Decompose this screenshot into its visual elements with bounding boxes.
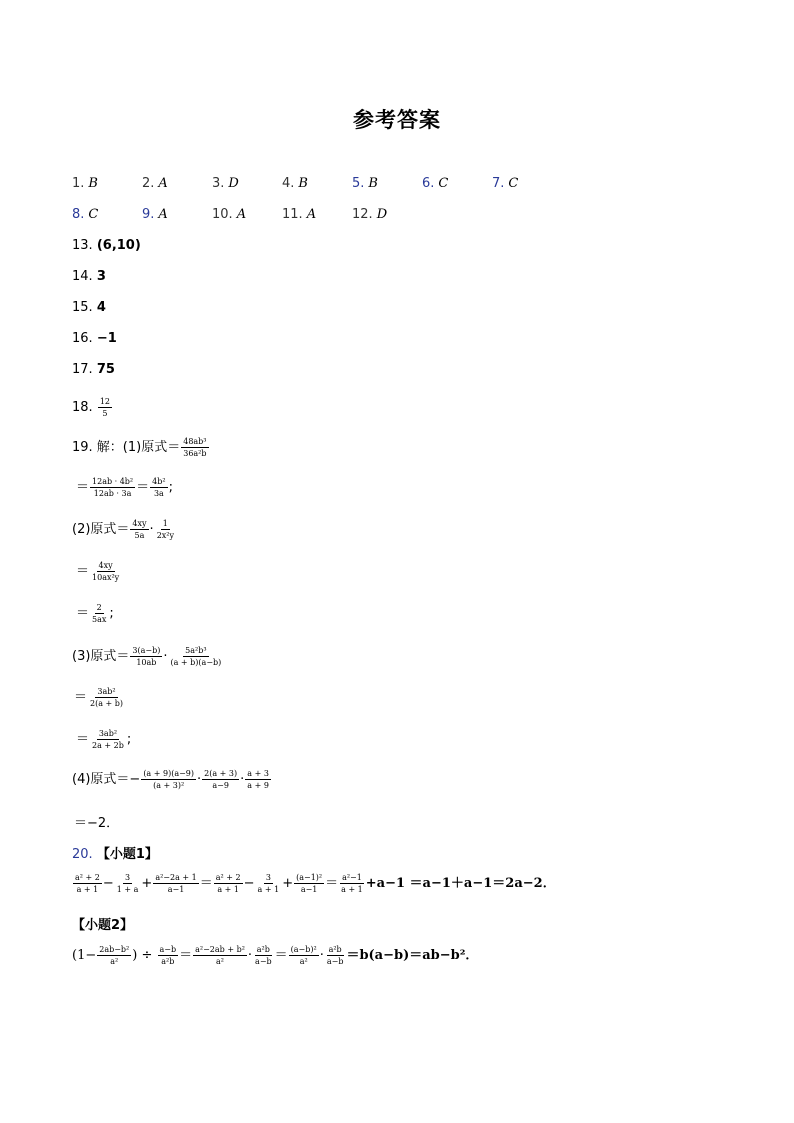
q19-part3-result: ＝ $\frac{\text{3ab²}}{2a + 2b}$ ; xyxy=(76,729,132,750)
choice-answer-4: 4. B xyxy=(282,176,308,191)
q19-part3-step: ＝ $\frac{\text{3ab²}}{2(a + b)}$ xyxy=(74,687,124,708)
q19-part1: 19. 解：(1)原式＝ $\frac{\text{48ab³}}{\text{36a²b}}$ xyxy=(72,437,207,458)
choice-answer-10: 10. A xyxy=(212,207,247,222)
q19-part2-result: ＝ $\frac{2}{5ax}$ ; xyxy=(76,603,114,624)
choice-answer-3: 3. D xyxy=(212,176,239,191)
choice-answer-12: 12. D xyxy=(352,207,388,222)
q20-sub2-heading: 【小题2】 xyxy=(72,918,134,933)
q19-part4-result: ＝−2． xyxy=(74,816,120,831)
choice-answer-5: 5. B xyxy=(352,176,378,191)
q20-heading: 20. 【小题1】 xyxy=(72,847,158,862)
choice-answer-2: 2. A xyxy=(142,176,168,191)
answer-14: 14. 3 xyxy=(72,269,106,284)
answer-16: 16. −1 xyxy=(72,331,117,346)
q19-part2-step: ＝ $\frac{4xy}{\text{10ax²y}}$ xyxy=(76,561,120,582)
page-title: 参考答案 xyxy=(353,107,441,132)
choice-answer-11: 11. A xyxy=(282,207,317,222)
q19-part2: (2)原式＝ $\frac{4xy}{5a}$ · $\frac{1}{\text{2x²y}}$ xyxy=(72,519,175,540)
choice-answer-7: 7. C xyxy=(492,176,519,191)
q19-part1-step: ＝ $\frac{\text{12ab · 4b²}}{12ab \cdot 3a}$ ＝ $\frac{\text{4b²}}{3a}$ ; xyxy=(76,477,173,498)
q19-part3: (3)原式＝ $\frac{3(a-b)}{10ab}$ · $\frac{\text{5a²b³}}{(a + b)(a-b)}$ xyxy=(72,646,222,667)
q20-sub1-solution: $\frac{\text{a² + 2}}{a + 1}$ − $\frac{3}{1 + a}$ + $\frac{\text{a²−2a + 1}}{a-1}$ ＝ $\frac{\text{a² + 2}}{a + 1}$ − $\frac{3}{a + 1}$ + $\frac{\text{(a−1)²}}{a-1}$ ＝ $\frac{\text{a²−1}}{a + 1}$ +a−1 ＝a−1＋a−1＝2a−2． xyxy=(75,873,556,894)
choice-answer-6: 6. C xyxy=(422,176,449,191)
answer-17: 17. 75 xyxy=(72,362,115,377)
choice-answer-8: 8. C xyxy=(72,207,99,222)
choice-answer-9: 9. A xyxy=(142,207,168,222)
q20-sub2-solution: (1− $\frac{\text{2ab−b²}}{\text{a²}}$ ) ÷ $\frac{a-b}{\text{a²b}}$ ＝ $\frac{\text{a²−2ab + b²}}{\text{a²}}$ · $\frac{\text{a²b}}{a-b}$ ＝ $\frac{\text{(a−b)²}}{\text{a²}}$ · $\frac{\text{a²b}}{a-b}$ ＝b(a−b)＝ab−b²． xyxy=(72,945,479,966)
choice-answer-1: 1. B xyxy=(72,176,98,191)
answer-13: 13. (6,10) xyxy=(72,238,141,253)
answer-18: 18. $\frac{12}{5}$ xyxy=(72,397,111,418)
answer-15: 15. 4 xyxy=(72,300,106,315)
q19-part4: (4)原式＝− $\frac{(a + 9)(a-9)}{\text{(a + 3)²}}$ · $\frac{2(a + 3)}{a-9}$ · $\frac{a + 3}{a + 9}$ xyxy=(72,769,269,790)
